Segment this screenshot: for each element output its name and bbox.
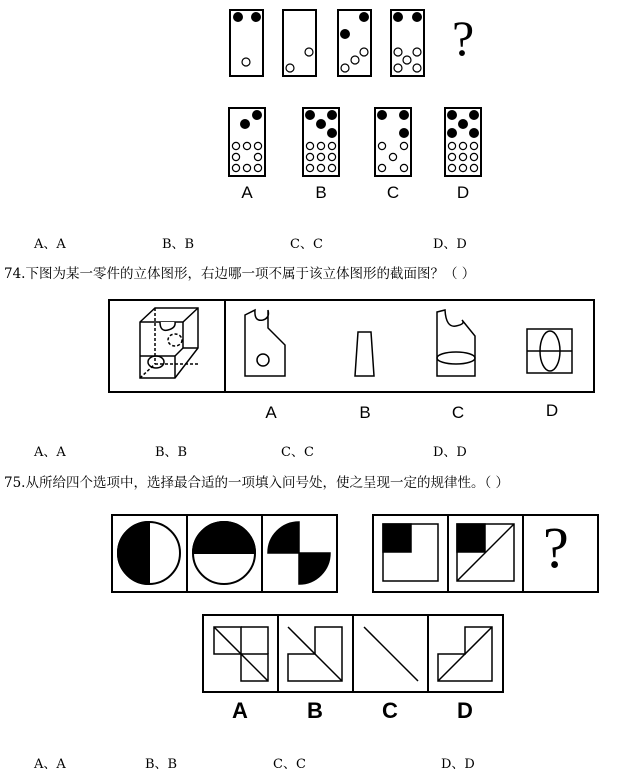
q74-section-d: [527, 329, 572, 373]
q73-option-label-b: B: [315, 183, 327, 202]
q74-solid-part: [140, 308, 198, 378]
q74-answer-a[interactable]: A、A: [34, 445, 66, 460]
q75-option-label-d: D: [457, 698, 473, 723]
q75-option-label-a: A: [232, 698, 248, 723]
q75-circle-2: [193, 522, 255, 584]
q74-answer-b[interactable]: B、B: [155, 445, 188, 460]
domino-4: [391, 10, 424, 76]
q75-question: 75.从所给四个选项中，选择最合适的一项填入问号处，使之呈现一定的规律性。（ ）: [4, 475, 510, 491]
q74-answer-d[interactable]: D、D: [433, 445, 467, 460]
q75-circle-3: [268, 522, 330, 584]
domino-3: [338, 10, 371, 76]
q75-answer-d[interactable]: D、D: [441, 757, 475, 772]
q74-section-c: [437, 310, 475, 376]
q74-option-label-a: A: [265, 403, 277, 422]
q73-answer-c[interactable]: C、C: [290, 237, 323, 252]
q75-answer-c[interactable]: C、C: [273, 757, 306, 772]
q74-section-a: [245, 310, 285, 376]
q75-option-a-shape: [214, 627, 268, 681]
domino-2: [283, 10, 316, 76]
q75-option-b-shape: [288, 627, 342, 681]
q74-option-label-b: B: [359, 403, 371, 422]
q75-square-1: [383, 524, 438, 581]
q73-answer-d[interactable]: D、D: [433, 237, 467, 252]
q75-option-label-c: C: [382, 698, 398, 723]
q75-option-label-b: B: [307, 698, 323, 723]
q73-option-label-a: A: [241, 183, 253, 202]
domino-option-c: [375, 108, 411, 176]
q73-option-label-c: C: [386, 183, 400, 202]
q74-option-label-c: C: [451, 403, 465, 422]
q73-question-mark: ?: [452, 10, 475, 66]
q75-question-mark: ?: [543, 515, 569, 580]
q74-option-label-d: D: [545, 401, 559, 420]
q75-answer-a[interactable]: A、A: [34, 757, 66, 772]
q75-option-d-shape: [438, 627, 492, 681]
domino-option-b: [303, 108, 339, 176]
q75-circle-1: [118, 522, 180, 584]
domino-1: [230, 10, 263, 76]
domino-option-d: [445, 108, 481, 176]
q75-square-2: [457, 524, 514, 581]
q73-sequence-dominoes: [0, 0, 642, 200]
q74-section-b: [355, 332, 374, 376]
q74-question: 74.下图为某一零件的立体图形，右边哪一项不属于该立体图形的截面图？（ ）: [4, 266, 476, 282]
q74-answer-c[interactable]: C、C: [281, 445, 314, 460]
q73-option-label-d: D: [456, 183, 470, 202]
q73-answer-b[interactable]: B、B: [162, 237, 195, 252]
q73-answer-a[interactable]: A、A: [34, 237, 66, 252]
q75-answer-b[interactable]: B、B: [145, 757, 178, 772]
q75-option-c-shape: [364, 627, 418, 681]
domino-option-a: [229, 108, 265, 176]
